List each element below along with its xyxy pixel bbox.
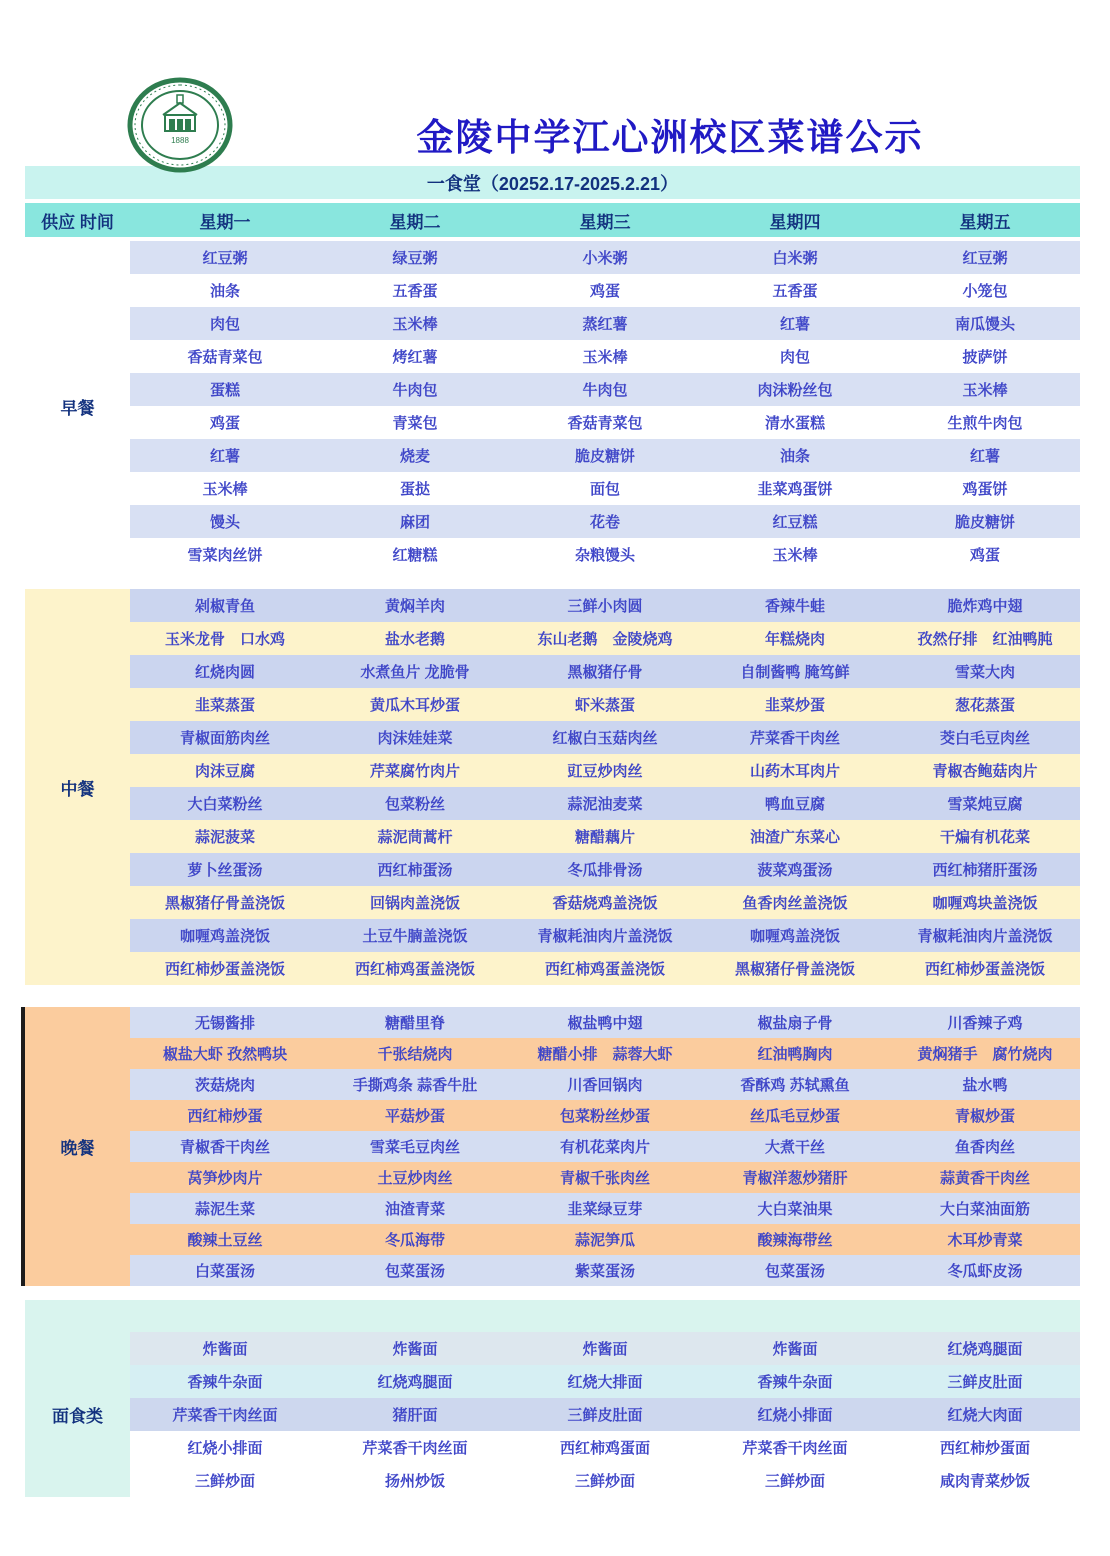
dish-cell: 芹菜香干肉丝面 xyxy=(362,1440,468,1457)
dish-cell: 炸酱面 xyxy=(202,1341,248,1358)
dish-cell: 炸酱面 xyxy=(392,1341,438,1358)
dish-cell: 红薯 xyxy=(969,448,1000,465)
menu-row xyxy=(130,1069,1080,1100)
dish-cell: 脆炸鸡中翅 xyxy=(947,598,1023,615)
dish-cell: 面包 xyxy=(589,481,620,498)
dish-cell: 蒜泥油麦菜 xyxy=(567,796,643,813)
dish-cell: 肉沫粉丝包 xyxy=(757,382,833,399)
dish-cell: 馒头 xyxy=(209,514,240,531)
dish-cell: 清水蛋糕 xyxy=(764,415,825,432)
dish-cell: 蛋糕 xyxy=(209,382,240,399)
menu-row xyxy=(130,787,1080,820)
menu-row xyxy=(130,505,1080,538)
dish-cell: 千张结烧肉 xyxy=(377,1046,453,1063)
dish-cell: 南瓜馒头 xyxy=(954,316,1015,333)
dish-cell: 鸡蛋 xyxy=(589,283,620,300)
dish-cell: 鱼香肉丝 xyxy=(954,1139,1015,1156)
dish-cell: 木耳炒青菜 xyxy=(947,1232,1023,1249)
dish-cell: 红豆粥 xyxy=(962,250,1008,267)
menu-table xyxy=(25,166,1080,1497)
dish-cell: 茭白毛豆肉丝 xyxy=(939,730,1030,747)
dish-cell: 肉包 xyxy=(779,349,810,366)
dish-cell: 西红柿猪肝蛋汤 xyxy=(932,862,1038,879)
dish-cell: 椒盐大虾 孜然鸭块 xyxy=(162,1046,288,1063)
dish-cell: 川香辣子鸡 xyxy=(947,1015,1023,1032)
section-breakfast xyxy=(25,241,1080,571)
dish-cell: 牛肉包 xyxy=(582,382,628,399)
dish-cell: 白菜蛋汤 xyxy=(194,1263,255,1280)
dish-cell: 萝卜丝蛋汤 xyxy=(187,862,263,879)
dish-cell: 平菇炒蛋 xyxy=(384,1108,445,1125)
dish-cell: 包菜蛋汤 xyxy=(384,1263,445,1280)
menu-row xyxy=(130,688,1080,721)
dish-cell: 青椒耗油肉片盖浇饭 xyxy=(917,928,1053,945)
menu-row xyxy=(130,1038,1080,1069)
day-header-wednesday: 星期三 xyxy=(579,212,631,232)
dish-cell: 玉米棒 xyxy=(962,382,1008,399)
menu-row xyxy=(130,1162,1080,1193)
dish-cell: 青椒面筋肉丝 xyxy=(179,730,270,747)
dish-cell: 大白菜粉丝 xyxy=(187,796,263,813)
dish-cell: 包菜粉丝 xyxy=(384,796,445,813)
dish-cell: 烧麦 xyxy=(399,448,430,465)
dish-cell: 鸡蛋 xyxy=(209,415,240,432)
dish-cell: 西红柿蛋汤 xyxy=(377,862,453,879)
dish-cell: 椒盐扇子骨 xyxy=(757,1015,833,1032)
dish-cell: 肉包 xyxy=(209,316,240,333)
dish-cell: 无锡酱排 xyxy=(194,1015,255,1032)
dish-cell: 黑椒猪仔骨盖浇饭 xyxy=(734,961,855,978)
dish-cell: 香辣牛杂面 xyxy=(757,1374,833,1391)
dish-cell: 五香蛋 xyxy=(392,283,438,300)
dish-cell: 三鲜炒面 xyxy=(764,1473,825,1490)
dish-cell: 三鲜皮肚面 xyxy=(567,1407,643,1424)
dish-cell: 咖喱鸡块盖浇饭 xyxy=(932,895,1038,912)
dish-cell: 山药木耳肉片 xyxy=(749,763,840,780)
dish-cell: 芹菜香干肉丝面 xyxy=(172,1407,278,1424)
logo-year: 1888 xyxy=(171,136,189,145)
page-title: 金陵中学江心洲校区菜谱公示 xyxy=(416,117,924,158)
dish-cell: 玉米棒 xyxy=(202,481,248,498)
menu-row xyxy=(130,1332,1080,1365)
dish-cell: 韭菜蒸蛋 xyxy=(194,697,255,714)
menu-row xyxy=(130,340,1080,373)
day-header-monday: 星期一 xyxy=(199,212,251,232)
dish-cell: 蒜黄香干肉丝 xyxy=(939,1170,1030,1187)
menu-row xyxy=(130,886,1080,919)
dish-cell: 雪菜肉丝饼 xyxy=(187,547,263,564)
dish-cell: 虾米蒸蛋 xyxy=(574,697,635,714)
dish-cell: 生煎牛肉包 xyxy=(947,415,1023,432)
menu-row xyxy=(130,1464,1080,1497)
dish-cell: 玉米棒 xyxy=(582,349,628,366)
dish-cell: 青椒洋葱炒猪肝 xyxy=(742,1170,848,1187)
menu-row xyxy=(130,754,1080,787)
menu-row xyxy=(130,1365,1080,1398)
dish-cell: 鸡蛋 xyxy=(969,547,1000,564)
dish-cell: 西红柿炒蛋盖浇饭 xyxy=(924,961,1045,978)
menu-row xyxy=(130,472,1080,505)
dish-cell: 小笼包 xyxy=(962,283,1008,300)
dish-cell: 青菜包 xyxy=(392,415,438,432)
day-header-thursday: 星期四 xyxy=(769,212,821,232)
dish-cell: 蒜泥茼蒿杆 xyxy=(377,829,453,846)
dish-cell: 葱花蒸蛋 xyxy=(954,697,1015,714)
dish-cell: 包菜蛋汤 xyxy=(764,1263,825,1280)
dish-cell: 水煮鱼片 龙脆骨 xyxy=(360,664,470,681)
dish-cell: 西红柿炒蛋盖浇饭 xyxy=(164,961,285,978)
dish-cell: 油渣青菜 xyxy=(384,1201,445,1218)
dish-cell: 莴笋炒肉片 xyxy=(187,1170,263,1187)
menu-row xyxy=(130,538,1080,571)
dish-cell: 香辣牛杂面 xyxy=(187,1374,263,1391)
dish-cell: 三鲜小肉圆 xyxy=(567,598,643,615)
dish-cell: 红烧肉圆 xyxy=(194,664,255,681)
dish-cell: 酸辣海带丝 xyxy=(757,1232,833,1249)
dish-cell: 炸酱面 xyxy=(582,1341,628,1358)
section-dinner xyxy=(25,1007,1080,1286)
dish-cell: 扬州炒饭 xyxy=(384,1473,445,1490)
dish-cell: 红椒白玉菇肉丝 xyxy=(552,730,658,747)
dish-cell: 鱼香肉丝盖浇饭 xyxy=(742,895,848,912)
dish-cell: 西红柿炒蛋面 xyxy=(939,1440,1030,1457)
dish-cell: 大白菜油面筋 xyxy=(939,1201,1030,1218)
table-header-row xyxy=(25,203,1080,237)
dish-cell: 有机花菜肉片 xyxy=(559,1139,650,1156)
dish-cell: 韭菜炒蛋 xyxy=(764,697,825,714)
dish-cell: 冬瓜排骨汤 xyxy=(567,862,643,879)
dish-cell: 肉沫豆腐 xyxy=(194,763,255,780)
dish-cell: 丝瓜毛豆炒蛋 xyxy=(749,1108,840,1125)
section-label-breakfast: 早餐 xyxy=(25,241,130,571)
menu-row xyxy=(130,622,1080,655)
dish-cell: 西红柿鸡蛋盖浇饭 xyxy=(544,961,665,978)
menu-row xyxy=(130,1224,1080,1255)
menu-row xyxy=(130,820,1080,853)
dish-cell: 杂粮馒头 xyxy=(574,547,635,564)
dish-cell: 玉米棒 xyxy=(772,547,818,564)
dish-cell: 香辣牛蛙 xyxy=(764,598,825,615)
dish-cell: 红烧小排面 xyxy=(187,1440,263,1457)
dish-cell: 青椒炒蛋 xyxy=(954,1108,1015,1125)
dish-cell: 小米粥 xyxy=(582,250,628,267)
menu-row xyxy=(130,406,1080,439)
menu-row xyxy=(130,655,1080,688)
dish-cell: 豇豆炒肉丝 xyxy=(567,763,643,780)
dish-cell: 香酥鸡 苏轼熏鱼 xyxy=(740,1077,850,1094)
menu-row xyxy=(130,307,1080,340)
dish-cell: 玉米棒 xyxy=(392,316,438,333)
dish-cell: 肉沫娃娃菜 xyxy=(377,730,453,747)
menu-table-body xyxy=(25,241,1080,1497)
dish-cell: 咖喱鸡盖浇饭 xyxy=(179,928,270,945)
menu-row xyxy=(130,721,1080,754)
dish-cell: 披萨饼 xyxy=(962,349,1008,366)
dish-cell: 红油鸭胸肉 xyxy=(757,1046,833,1063)
dish-cell: 三鲜皮肚面 xyxy=(947,1374,1023,1391)
dish-cell: 青椒香干肉丝 xyxy=(179,1139,270,1156)
menu-row xyxy=(130,589,1080,622)
menu-row xyxy=(130,274,1080,307)
dish-cell: 雪菜大肉 xyxy=(954,664,1015,681)
menu-row xyxy=(130,853,1080,886)
dish-cell: 川香回锅肉 xyxy=(567,1077,643,1094)
dish-cell: 冬瓜虾皮汤 xyxy=(947,1263,1023,1280)
dish-cell: 牛肉包 xyxy=(392,382,438,399)
dish-cell: 五香蛋 xyxy=(772,283,818,300)
menu-row xyxy=(130,919,1080,952)
dish-cell: 香菇青菜包 xyxy=(187,349,263,366)
dish-cell: 手撕鸡条 蒜香牛肚 xyxy=(352,1077,478,1094)
dish-cell: 盐水老鹅 xyxy=(384,631,445,648)
dish-cell: 烤红薯 xyxy=(392,349,438,366)
dish-cell: 蒜泥笋瓜 xyxy=(574,1232,635,1249)
dish-cell: 紫菜蛋汤 xyxy=(574,1263,635,1280)
dish-cell: 油条 xyxy=(779,448,810,465)
section-label-dinner: 晚餐 xyxy=(25,1007,130,1286)
dish-cell: 黄焖羊肉 xyxy=(384,598,445,615)
dish-cell: 黑椒猪仔骨 xyxy=(567,664,643,681)
dish-cell: 香菇青菜包 xyxy=(567,415,643,432)
dish-cell: 三鲜炒面 xyxy=(574,1473,635,1490)
dish-cell: 回锅肉盖浇饭 xyxy=(369,895,460,912)
dish-cell: 脆皮糖饼 xyxy=(954,514,1015,531)
dish-cell: 麻团 xyxy=(399,514,430,531)
canteen-subtitle: 一食堂（20252.17-2025.2.21） xyxy=(25,166,1080,199)
dish-cell: 雪菜炖豆腐 xyxy=(947,796,1023,813)
menu-row xyxy=(130,1131,1080,1162)
dish-cell: 大煮干丝 xyxy=(764,1139,825,1156)
school-emblem-icon xyxy=(127,77,233,173)
dish-cell: 东山老鹅 金陵烧鸡 xyxy=(537,631,673,648)
dish-cell: 咖喱鸡盖浇饭 xyxy=(749,928,840,945)
dish-cell: 蒜泥生菜 xyxy=(194,1201,255,1218)
dish-cell: 香菇烧鸡盖浇饭 xyxy=(552,895,658,912)
dish-cell: 大白菜油果 xyxy=(757,1201,833,1218)
dish-cell: 茨菇烧肉 xyxy=(194,1077,255,1094)
menu-row xyxy=(130,952,1080,985)
dish-cell: 菠菜鸡蛋汤 xyxy=(757,862,833,879)
dish-cell: 雪菜毛豆肉丝 xyxy=(369,1139,460,1156)
dish-cell: 糖醋里脊 xyxy=(384,1015,445,1032)
dish-cell: 剁椒青鱼 xyxy=(194,598,255,615)
dish-cell: 孜然仔排 红油鸭肫 xyxy=(917,631,1053,648)
dish-cell: 红豆粥 xyxy=(202,250,248,267)
dish-cell: 红烧鸡腿面 xyxy=(947,1341,1023,1358)
dish-cell: 黄焖猪手 腐竹烧肉 xyxy=(917,1046,1053,1063)
dish-cell: 油渣广东菜心 xyxy=(749,829,840,846)
menu-row xyxy=(130,1100,1080,1131)
dish-cell: 炸酱面 xyxy=(772,1341,818,1358)
menu-row xyxy=(130,1007,1080,1038)
dish-cell: 土豆牛腩盖浇饭 xyxy=(362,928,468,945)
dish-cell: 红烧大排面 xyxy=(567,1374,643,1391)
dish-cell: 蒜泥菠菜 xyxy=(194,829,255,846)
dish-cell: 年糕烧肉 xyxy=(764,631,825,648)
dish-cell: 芹菜腐竹肉片 xyxy=(369,763,460,780)
section-top-band xyxy=(25,1300,1080,1332)
menu-row xyxy=(130,1398,1080,1431)
dish-cell: 椒盐鸭中翅 xyxy=(567,1015,643,1032)
day-header-tuesday: 星期二 xyxy=(389,212,441,232)
dish-cell: 玉米龙骨 口水鸡 xyxy=(164,631,285,648)
dish-cell: 酸辣土豆丝 xyxy=(187,1232,263,1249)
dish-cell: 脆皮糖饼 xyxy=(574,448,635,465)
dish-cell: 白米粥 xyxy=(772,250,818,267)
dish-cell: 咸肉青菜炒饭 xyxy=(939,1473,1030,1490)
dish-cell: 蒸红薯 xyxy=(582,316,628,333)
dish-cell: 韭菜绿豆芽 xyxy=(567,1201,643,1218)
dish-cell: 青椒耗油肉片盖浇饭 xyxy=(537,928,673,945)
section-label-lunch: 中餐 xyxy=(25,589,130,985)
dish-cell: 鸡蛋饼 xyxy=(962,481,1008,498)
dish-cell: 青椒杏鲍菇肉片 xyxy=(932,763,1038,780)
dish-cell: 红薯 xyxy=(209,448,240,465)
dish-cell: 芹菜香干肉丝面 xyxy=(742,1440,848,1457)
dish-cell: 自制酱鸭 腌笃鲜 xyxy=(740,664,850,681)
dish-cell: 猪肝面 xyxy=(392,1407,438,1424)
dish-cell: 鸭血豆腐 xyxy=(764,796,825,813)
section-label-noodles: 面食类 xyxy=(25,1332,130,1497)
dish-cell: 糖醋藕片 xyxy=(574,829,635,846)
dish-cell: 红豆糕 xyxy=(772,514,818,531)
day-header-friday: 星期五 xyxy=(959,212,1011,232)
section-lunch xyxy=(25,589,1080,985)
dish-cell: 蛋挞 xyxy=(399,481,430,498)
menu-row xyxy=(130,439,1080,472)
dish-cell: 包菜粉丝炒蛋 xyxy=(559,1108,650,1125)
menu-row xyxy=(130,1431,1080,1464)
dish-cell: 黄瓜木耳炒蛋 xyxy=(369,697,460,714)
dish-cell: 西红柿鸡蛋盖浇饭 xyxy=(354,961,475,978)
dish-cell: 西红柿炒蛋 xyxy=(187,1108,263,1125)
dish-cell: 青椒千张肉丝 xyxy=(559,1170,650,1187)
dish-cell: 红烧小排面 xyxy=(757,1407,833,1424)
dish-cell: 绿豆粥 xyxy=(392,250,438,267)
supply-time-header: 供应 时间 xyxy=(41,212,114,232)
menu-row xyxy=(130,373,1080,406)
menu-row xyxy=(130,241,1080,274)
menu-row xyxy=(130,1255,1080,1286)
menu-row xyxy=(130,1193,1080,1224)
dish-cell: 干煸有机花菜 xyxy=(939,829,1030,846)
dish-cell: 红烧大肉面 xyxy=(947,1407,1023,1424)
dish-cell: 三鲜炒面 xyxy=(194,1473,255,1490)
dish-cell: 土豆炒肉丝 xyxy=(377,1170,453,1187)
dish-cell: 花卷 xyxy=(589,514,620,531)
section-noodles xyxy=(25,1300,1080,1497)
dish-cell: 油条 xyxy=(209,283,240,300)
dish-cell: 红糖糕 xyxy=(392,547,438,564)
dish-cell: 红烧鸡腿面 xyxy=(377,1374,453,1391)
dish-cell: 冬瓜海带 xyxy=(384,1232,445,1249)
dish-cell: 红薯 xyxy=(779,316,810,333)
page-header xyxy=(0,0,1110,166)
dish-cell: 韭菜鸡蛋饼 xyxy=(757,481,833,498)
dish-cell: 糖醋小排 蒜蓉大虾 xyxy=(537,1046,673,1063)
dish-cell: 芹菜香干肉丝 xyxy=(749,730,840,747)
dish-cell: 西红柿鸡蛋面 xyxy=(559,1440,650,1457)
dish-cell: 黑椒猪仔骨盖浇饭 xyxy=(164,895,285,912)
dish-cell: 盐水鸭 xyxy=(962,1077,1008,1094)
